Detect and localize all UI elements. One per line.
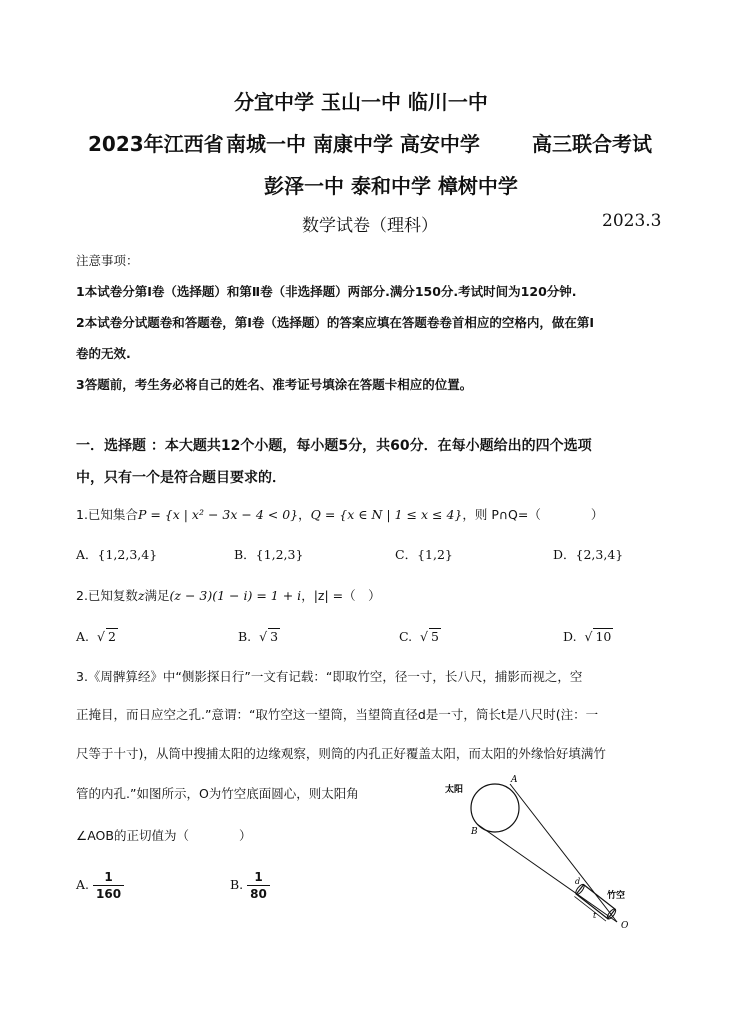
q2-var: z xyxy=(137,588,145,603)
q2-option-b-value: 3 xyxy=(270,629,279,644)
q1-option-a: A．{1,2,3,4} xyxy=(76,547,158,562)
q2-option-a-value: 2 xyxy=(107,629,116,644)
point-b-label: B xyxy=(471,827,478,837)
question-2 xyxy=(76,586,381,604)
t-label: t xyxy=(593,911,597,920)
q2-equation: (z − 3)(1 − i) = 1 + i xyxy=(169,588,302,603)
header-line-2-mid: 南城一中 南康中学 高安中学 xyxy=(226,132,480,156)
q3-option-a: A. $\frac{1}{160}$ xyxy=(76,870,124,901)
section-heading-line-2: 中，只有一个是符合题目要求的． xyxy=(76,470,286,486)
notes-title: 注意事项： xyxy=(76,253,139,268)
q2-option-b: B. √ 3 xyxy=(238,629,279,644)
sun-label: 太阳 xyxy=(445,785,464,795)
sun-tube-figure xyxy=(445,770,645,940)
q3-line-2: 正掩目，而日应空之孔.”意谓：“取竹空这一望筒，当望筒直径d是一寸，筒长t是八尺时(注：一 xyxy=(76,707,599,722)
q3-option-a-fraction: $\frac{1}{160}$ xyxy=(93,870,124,901)
q1-option-c: C．{1,2} xyxy=(395,547,453,562)
exam-subject: 数学试卷（理科） xyxy=(302,216,438,236)
exam-date: 2023.3 xyxy=(602,211,662,231)
note-item-2b: 卷的无效. xyxy=(76,346,131,361)
q3-line-3: 尺等于十寸)，从筒中搜捕太阳的边缘观察，则筒的内孔正好覆盖太阳，而太阳的外缘恰好填满竹 xyxy=(76,746,606,761)
q1-prefix: 1.已知集合 xyxy=(76,507,138,522)
q3-line-1: 3.《周髀算经》中“侧影探日行”一文有记载：“即取竹空，径一寸，长八尺，捕影而视之，空 xyxy=(76,669,583,684)
q3-option-b: B. $\frac{1}{80}$ xyxy=(230,870,270,901)
q2-mid: 满足 xyxy=(144,588,170,603)
point-a-label: A xyxy=(511,775,518,785)
header-line-2-right: 高三联合考试 xyxy=(532,132,652,156)
header-line-2-left: 2023年江西省 xyxy=(88,132,224,156)
q2-option-d: D. √ 10 xyxy=(563,629,612,644)
q3-option-b-fraction: $\frac{1}{80}$ xyxy=(247,870,270,901)
q2-ask: ，|z| =（ ） xyxy=(301,588,381,603)
section-heading-line-1: 一．选择题 ：本大题共12个小题，每小题5分，共60分．在每小题给出的四个选项 xyxy=(76,438,592,454)
q1-ask: ，则 P∩Q=（ ） xyxy=(462,507,604,522)
q1-set-q: Q = {x ∈ N | 1 ≤ x ≤ 4} xyxy=(310,507,463,522)
q2-option-d-value: 10 xyxy=(595,629,612,644)
tangent-line-a xyxy=(510,784,617,922)
note-item-3: 3答题前，考生务必将自己的姓名、准考证号填涂在答题卡相应的位置。 xyxy=(76,377,473,392)
q2-option-c: C. √ 5 xyxy=(399,629,439,644)
d-label: d xyxy=(575,877,581,886)
tangent-line-b xyxy=(477,824,617,922)
q1-set-p: P = {x | x² − 3x − 4 < 0} xyxy=(137,507,299,522)
question-1 xyxy=(76,505,603,523)
q1-option-b: B．{1,2,3} xyxy=(234,547,304,562)
header-line-1: 分宜中学 玉山一中 临川一中 xyxy=(234,90,488,114)
q1-sep: ， xyxy=(298,507,311,522)
q2-prefix: 2.已知复数 xyxy=(76,588,138,603)
tube-label: 竹空 xyxy=(607,891,626,901)
note-item-2a: 2本试卷分试题卷和答题卷，第Ⅰ卷（选择题）的答案应填在答题卷卷首相应的空格内，做在第Ⅰ xyxy=(76,315,595,330)
point-o-label: O xyxy=(621,921,629,931)
q2-option-c-value: 5 xyxy=(431,629,439,644)
q3-line-4: 管的内孔.”如图所示，O为竹空底面圆心，则太阳角 xyxy=(76,786,359,801)
q1-option-d: D．{2,3,4} xyxy=(553,547,624,562)
note-item-1: 1本试卷分第Ⅰ卷（选择题）和第Ⅱ卷（非选择题）两部分.满分150分.考试时间为120分钟. xyxy=(76,284,577,299)
q3-line-5: ∠AOB的正切值为（ ） xyxy=(76,828,252,843)
header-line-3: 彭泽一中 泰和中学 樟树中学 xyxy=(264,174,518,198)
q2-option-a: A. √ 2 xyxy=(76,629,116,644)
